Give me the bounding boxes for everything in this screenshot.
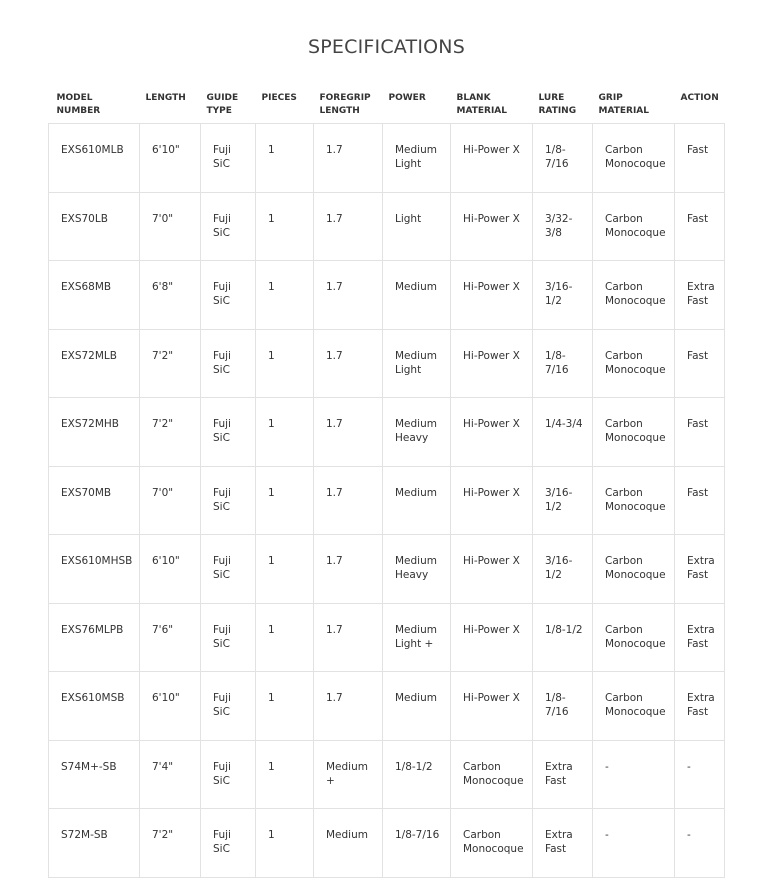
table-cell: Medium Heavy	[383, 398, 451, 467]
table-row	[49, 124, 725, 193]
table-cell: 3/16-1/2	[533, 535, 593, 604]
table-cell: 1	[256, 192, 314, 261]
table-row	[49, 672, 725, 741]
table-cell: Medium Heavy	[383, 535, 451, 604]
table-cell: Carbon Monocoque	[593, 329, 675, 398]
table-cell: Medium	[383, 466, 451, 535]
table-cell: Carbon Monocoque	[593, 261, 675, 330]
table-cell: Carbon Monocoque	[593, 466, 675, 535]
table-cell: 3/16-1/2	[533, 261, 593, 330]
table-body	[49, 124, 725, 878]
table-cell: 1.7	[314, 124, 383, 193]
table-cell: Carbon Monocoque	[593, 603, 675, 672]
table-cell: 3/16-1/2	[533, 466, 593, 535]
table-cell: Extra Fast	[675, 261, 725, 330]
table-cell: 6'10"	[140, 124, 201, 193]
table-cell: S74M+-SB	[49, 740, 140, 809]
column-header: MODEL NUMBER	[56, 93, 101, 116]
table-cell: 1	[256, 535, 314, 604]
table-row	[49, 466, 725, 535]
table-cell: Carbon Monocoque	[593, 535, 675, 604]
header-row	[49, 88, 725, 124]
table-cell: 1.7	[314, 261, 383, 330]
table-cell: 1.7	[314, 672, 383, 741]
column-header: LENGTH	[145, 93, 186, 103]
table-cell: 1/4-3/4	[533, 398, 593, 467]
table-cell: 1/8-1/2	[383, 740, 451, 809]
table-cell: EXS68MB	[49, 261, 140, 330]
table-cell: 7'0"	[140, 466, 201, 535]
table-cell: 1	[256, 261, 314, 330]
table-cell: EXS610MLB	[49, 124, 140, 193]
table-cell: Fast	[675, 124, 725, 193]
table-cell: Hi-Power X	[451, 124, 533, 193]
table-cell: Carbon Monocoque	[593, 672, 675, 741]
table-cell: 1.7	[314, 192, 383, 261]
table-cell: Fast	[675, 398, 725, 467]
table-cell: Carbon Monocoque	[451, 740, 533, 809]
table-cell: Extra Fast	[533, 809, 593, 878]
table-cell: 1	[256, 329, 314, 398]
table-cell: 7'2"	[140, 398, 201, 467]
column-header: PIECES	[261, 93, 297, 103]
table-cell: 6'10"	[140, 535, 201, 604]
table-cell: Carbon Monocoque	[593, 398, 675, 467]
table-cell: Hi-Power X	[451, 603, 533, 672]
table-header	[49, 88, 725, 124]
table-cell: 1	[256, 398, 314, 467]
table-cell: Medium	[383, 261, 451, 330]
table-cell: EXS610MHSB	[49, 535, 140, 604]
table-cell: Hi-Power X	[451, 329, 533, 398]
table-cell: Extra Fast	[533, 740, 593, 809]
table-cell: Medium Light	[383, 329, 451, 398]
table-cell: Medium Light +	[383, 603, 451, 672]
table-cell: Hi-Power X	[451, 398, 533, 467]
table-cell: Hi-Power X	[451, 261, 533, 330]
table-cell: Fuji SiC	[201, 672, 256, 741]
table-cell: 1/8-7/16	[533, 124, 593, 193]
column-header: BLANK MATERIAL	[456, 93, 507, 116]
table-row	[49, 809, 725, 878]
table-cell: 1	[256, 466, 314, 535]
table-row	[49, 398, 725, 467]
table-cell: -	[675, 740, 725, 809]
page-title: SPECIFICATIONS	[308, 36, 465, 58]
table-cell: -	[675, 809, 725, 878]
table-cell: Fuji SiC	[201, 398, 256, 467]
table-row	[49, 261, 725, 330]
table-cell: Medium	[314, 809, 383, 878]
column-header: POWER	[388, 93, 426, 103]
table-cell: 1/8-1/2	[533, 603, 593, 672]
table-cell: Fast	[675, 466, 725, 535]
table-cell: 1	[256, 672, 314, 741]
table-row	[49, 535, 725, 604]
table-cell: Medium +	[314, 740, 383, 809]
table-row	[49, 740, 725, 809]
table-cell: Extra Fast	[675, 535, 725, 604]
table-cell: 1.7	[314, 535, 383, 604]
table-cell: 1	[256, 809, 314, 878]
table-cell: 6'8"	[140, 261, 201, 330]
table-cell: Medium Light	[383, 124, 451, 193]
table-cell: 1.7	[314, 398, 383, 467]
table-cell: Extra Fast	[675, 603, 725, 672]
table-row	[49, 329, 725, 398]
column-header: ACTION	[680, 93, 719, 103]
table-cell: 7'2"	[140, 329, 201, 398]
specifications-table	[48, 88, 725, 878]
table-cell: EXS610MSB	[49, 672, 140, 741]
table-cell: Fast	[675, 329, 725, 398]
table-cell: -	[593, 809, 675, 878]
table-cell: Fast	[675, 192, 725, 261]
column-header: LURE RATING	[538, 93, 577, 116]
table-cell: Fuji SiC	[201, 809, 256, 878]
table-cell: Carbon Monocoque	[451, 809, 533, 878]
table-cell: Extra Fast	[675, 672, 725, 741]
table-cell: EXS70LB	[49, 192, 140, 261]
column-header: GUIDE TYPE	[206, 93, 239, 116]
table-cell: 1	[256, 740, 314, 809]
table-cell: -	[593, 740, 675, 809]
table-cell: Hi-Power X	[451, 672, 533, 741]
table-cell: 3/32-3/8	[533, 192, 593, 261]
table-cell: 6'10"	[140, 672, 201, 741]
table-cell: Light	[383, 192, 451, 261]
table-cell: Hi-Power X	[451, 466, 533, 535]
table-cell: Fuji SiC	[201, 466, 256, 535]
table-cell: 1	[256, 124, 314, 193]
table-cell: EXS72MLB	[49, 329, 140, 398]
table-cell: Medium	[383, 672, 451, 741]
table-cell: EXS70MB	[49, 466, 140, 535]
table-cell: 1.7	[314, 329, 383, 398]
column-header: FOREGRIP LENGTH	[319, 93, 371, 116]
column-header: GRIP MATERIAL	[598, 93, 649, 116]
table-cell: 1.7	[314, 466, 383, 535]
table-cell: 1/8-7/16	[383, 809, 451, 878]
table-cell: Fuji SiC	[201, 535, 256, 604]
table-cell: Fuji SiC	[201, 603, 256, 672]
table-cell: Fuji SiC	[201, 261, 256, 330]
table-cell: 7'0"	[140, 192, 201, 261]
table-cell: 7'2"	[140, 809, 201, 878]
table-cell: 1/8-7/16	[533, 672, 593, 741]
table-cell: Fuji SiC	[201, 740, 256, 809]
table-cell: Hi-Power X	[451, 535, 533, 604]
table-cell: S72M-SB	[49, 809, 140, 878]
table-cell: 1	[256, 603, 314, 672]
table-cell: Hi-Power X	[451, 192, 533, 261]
table-cell: 1.7	[314, 603, 383, 672]
table-row	[49, 192, 725, 261]
table-cell: Fuji SiC	[201, 192, 256, 261]
table-cell: Carbon Monocoque	[593, 124, 675, 193]
table-cell: 7'6"	[140, 603, 201, 672]
table-cell: Fuji SiC	[201, 329, 256, 398]
table-cell: 1/8-7/16	[533, 329, 593, 398]
table-row	[49, 603, 725, 672]
table-cell: Fuji SiC	[201, 124, 256, 193]
table-cell: EXS76MLPB	[49, 603, 140, 672]
table-cell: Carbon Monocoque	[593, 192, 675, 261]
table-cell: EXS72MHB	[49, 398, 140, 467]
table-cell: 7'4"	[140, 740, 201, 809]
